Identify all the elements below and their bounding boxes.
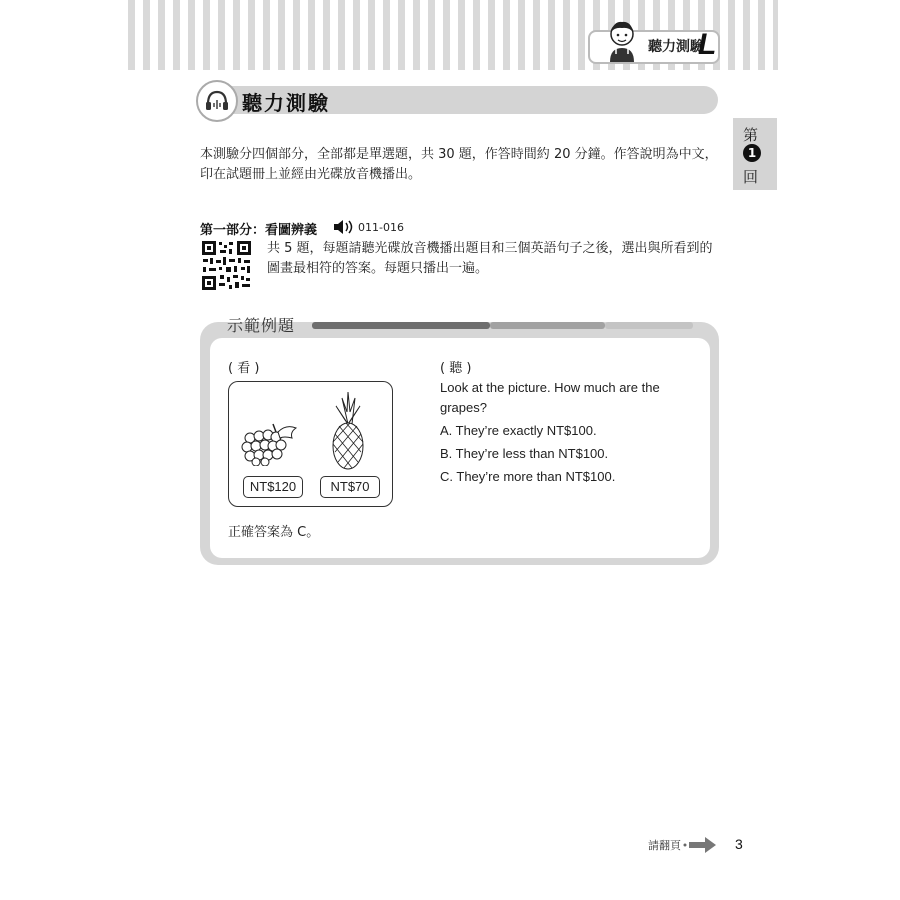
example-bar-dark (312, 322, 490, 329)
look-label: ( 看 ) (228, 361, 260, 376)
headphones-icon (198, 82, 236, 120)
section-icon-circle (196, 80, 238, 122)
intro-text: 本測驗分四個部分，全部都是單選題，共 30 題，作答時間約 20 分鐘。作答說明為中文，印在試題冊上並經由光碟放音機播出。 (200, 147, 718, 182)
side-tab-top: 第 (743, 126, 759, 144)
part1-description: 共 5 題，每題請聽光碟放音機播出題目和三個英語句子之後，選出與所看到的圖畫最相符的答案。每題只播出一遍。 (267, 241, 713, 276)
boy-icon (602, 18, 642, 62)
header-letter: L (698, 28, 717, 61)
part1-heading: 第一部分：看圖辨義 (200, 223, 318, 238)
option-c: C. They’re more than NT$100. (440, 469, 616, 484)
question-text: Look at the picture. How much are the grapes? (440, 380, 660, 415)
option-a: A. They’re exactly NT$100. (440, 423, 597, 438)
example-label: 示範例題 (227, 316, 296, 335)
listen-label: ( 聽 ) (440, 361, 472, 376)
turn-page-label: 請翻頁 (648, 839, 681, 852)
section-title: 聽力測驗 (242, 91, 330, 115)
header-title: 聽力測驗 (648, 39, 704, 55)
speaker-icon (333, 220, 355, 234)
header-tag (588, 22, 718, 62)
qr-code-icon[interactable] (201, 240, 252, 291)
pineapple-icon (328, 392, 368, 472)
example-bar-light (605, 322, 693, 329)
price-grapes: NT$120 (243, 476, 303, 498)
side-tab (733, 118, 777, 190)
option-b: B. They’re less than NT$100. (440, 446, 609, 461)
side-tab-bottom: 回 (743, 168, 759, 186)
audio-track-code: 011-016 (358, 221, 404, 234)
grapes-icon (240, 420, 300, 466)
side-tab-number: 1 (743, 144, 761, 162)
arrow-right-icon (683, 836, 717, 854)
answer-text: 正確答案為 C。 (228, 525, 320, 540)
price-pineapple: NT$70 (320, 476, 380, 498)
page-number: 3 (735, 836, 743, 852)
example-bar-mid (490, 322, 605, 329)
